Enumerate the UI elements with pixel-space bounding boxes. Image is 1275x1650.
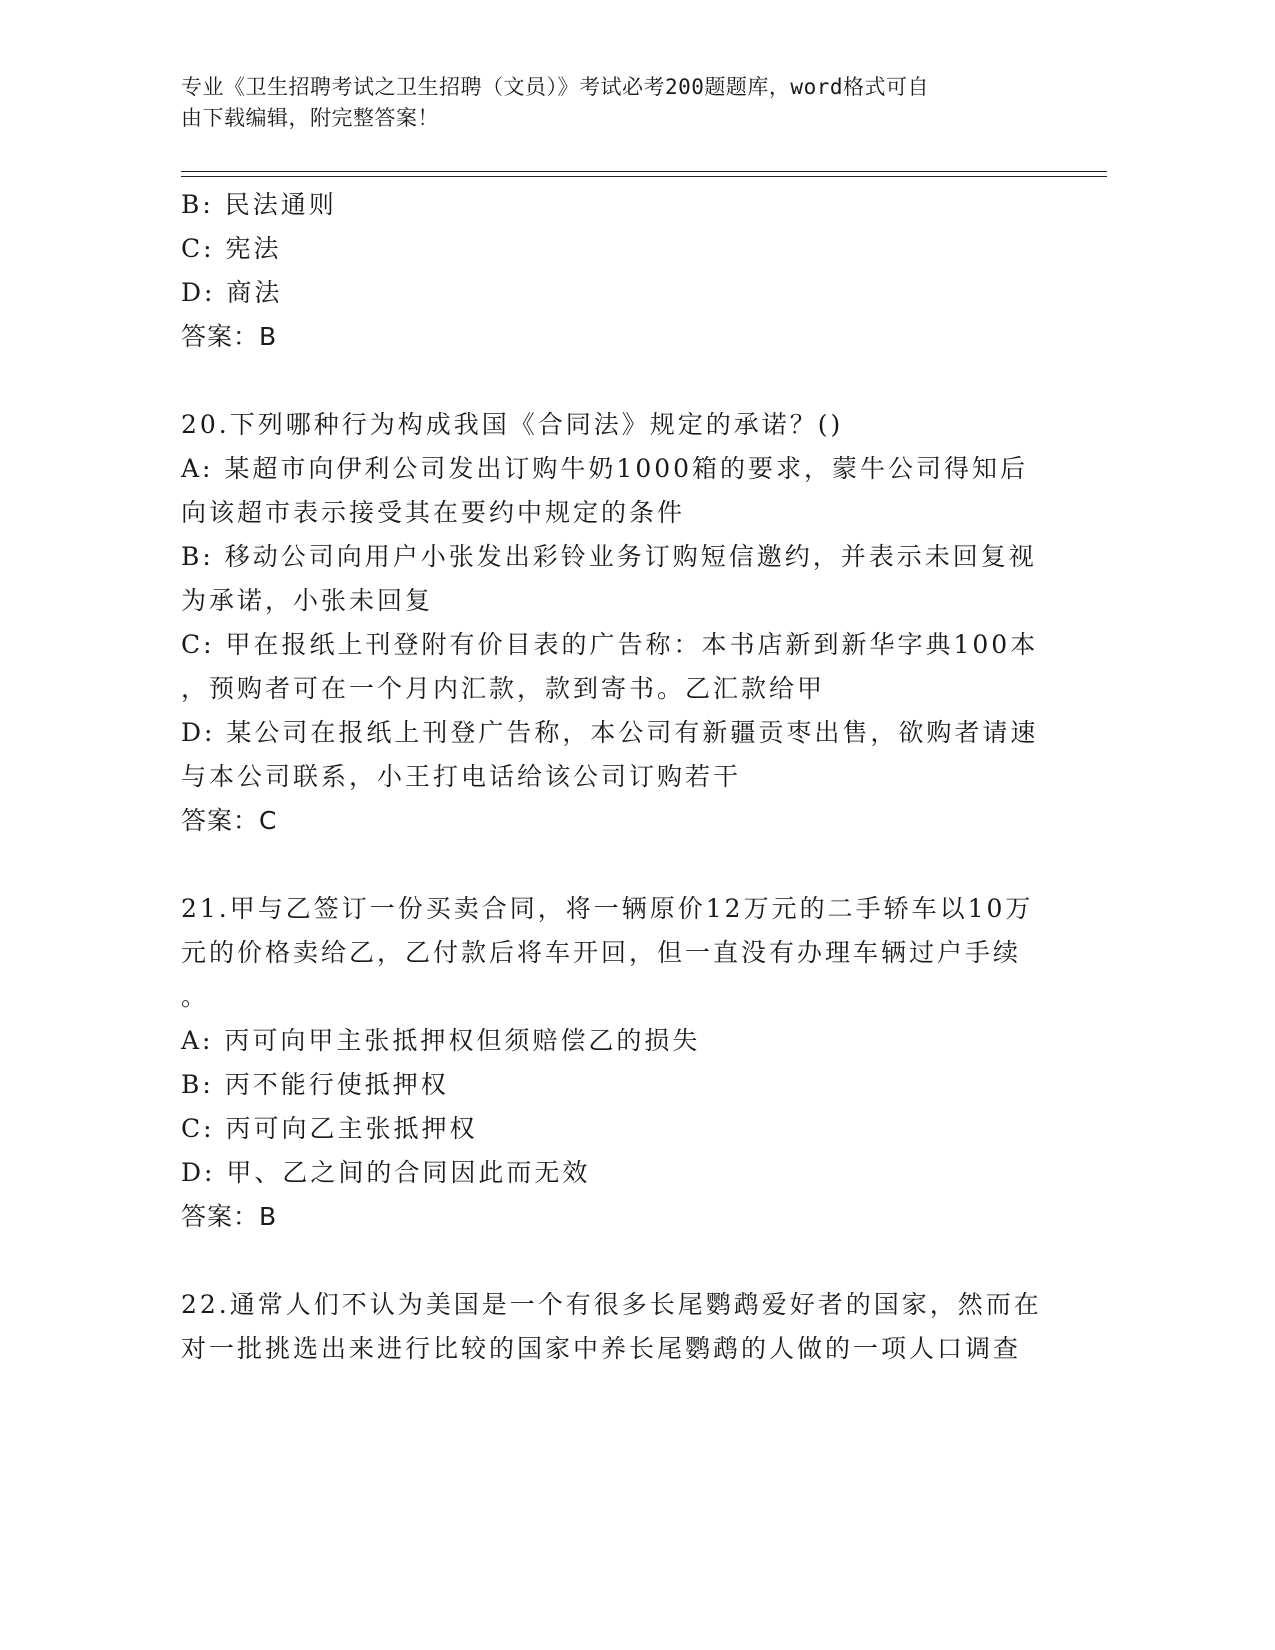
option-d: D: 商法 [181, 278, 283, 307]
question-20 [181, 403, 1061, 843]
question-19-tail [181, 183, 1061, 359]
question-stem-continued: 对一批挑选出来进行比较的国家中养长尾鹦鹉的人做的一项人口调查 [181, 1334, 1022, 1363]
option-a: A: 某超市向伊利公司发出订购牛奶1000箱的要求，蒙牛公司得知后 [181, 454, 1029, 483]
option-c: C: 丙可向乙主张抵押权 [181, 1114, 478, 1143]
header-line-1: 专业《卫生招聘考试之卫生招聘（文员）》考试必考200题题库，word格式可自 [181, 75, 929, 99]
option-b: B: 丙不能行使抵押权 [181, 1070, 449, 1099]
option-d: D: 某公司在报纸上刊登广告称，本公司有新疆贡枣出售，欲购者请速 [181, 718, 1039, 747]
header-rule-bottom [181, 176, 1107, 177]
question-stem-end: 。 [181, 982, 210, 1011]
option-c: C: 甲在报纸上刊登附有价目表的广告称：本书店新到新华字典100本 [181, 630, 1039, 659]
question-22 [181, 1283, 1061, 1371]
spacer [181, 843, 1061, 887]
question-content [181, 183, 1061, 1371]
question-stem: 20.下列哪种行为构成我国《合同法》规定的承诺？() [181, 410, 844, 439]
question-stem-continued: 元的价格卖给乙，乙付款后将车开回，但一直没有办理车辆过户手续 [181, 938, 1022, 967]
spacer [181, 1239, 1061, 1283]
option-b: B: 民法通则 [181, 190, 337, 219]
question-stem: 21.甲与乙签订一份买卖合同，将一辆原价12万元的二手轿车以10万 [181, 894, 1034, 923]
answer: 答案：C [181, 806, 278, 835]
answer: 答案：B [181, 322, 278, 351]
header-rule-top [181, 171, 1107, 172]
option-a-continued: 向该超市表示接受其在要约中规定的条件 [181, 498, 686, 527]
option-d: D: 甲、乙之间的合同因此而无效 [181, 1158, 591, 1187]
option-c-continued: ，预购者可在一个月内汇款，款到寄书。乙汇款给甲 [181, 674, 826, 703]
question-stem: 22.通常人们不认为美国是一个有很多长尾鹦鹉爱好者的国家，然而在 [181, 1290, 1042, 1319]
option-b-continued: 为承诺，小张未回复 [181, 586, 434, 615]
header-line-2: 由下载编辑，附完整答案！ [181, 106, 439, 130]
answer: 答案：B [181, 1202, 278, 1231]
option-c: C: 宪法 [181, 234, 282, 263]
option-b: B: 移动公司向用户小张发出彩铃业务订购短信邀约，并表示未回复视 [181, 542, 1037, 571]
document-header [181, 72, 1041, 134]
spacer [181, 359, 1061, 403]
option-a: A: 丙可向甲主张抵押权但须赔偿乙的损失 [181, 1026, 701, 1055]
option-d-continued: 与本公司联系，小王打电话给该公司订购若干 [181, 762, 742, 791]
question-21 [181, 887, 1061, 1239]
